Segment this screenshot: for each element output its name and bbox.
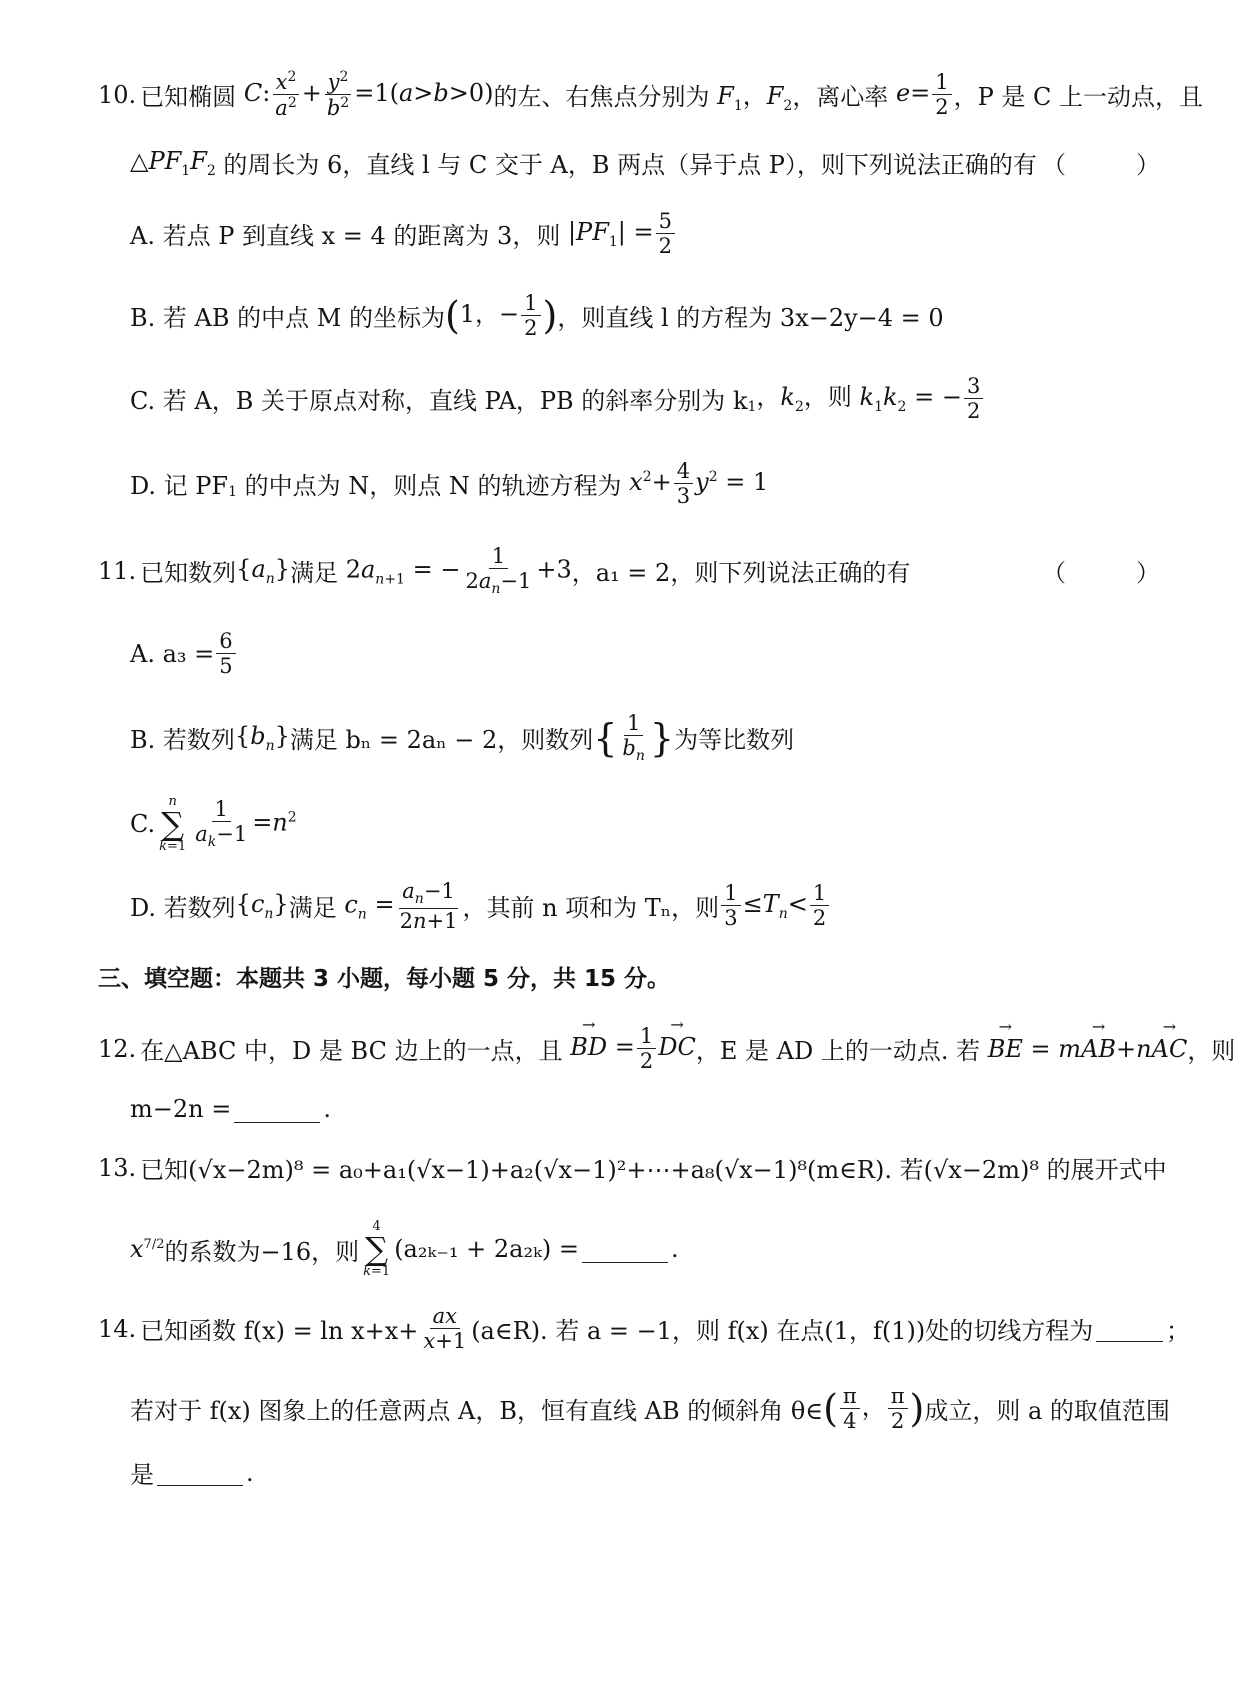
q14-stem-2: (a∈R). 若 a = −1，则 f(x) 在点(1，f(1))处的切线方程为: [471, 1317, 1094, 1346]
q12-stem-2: ，E 是 AD 上的一动点. 若: [695, 1037, 981, 1066]
q14-line-3: [130, 1455, 1190, 1490]
question-number: 11.: [98, 556, 137, 585]
ellipse-equation: C: $\frac{x^2}{a^2}$ + $\frac{y^2}{b^2}$ =1(a>b>0): [243, 69, 494, 121]
sequence-c: $\{c_n\}$: [235, 890, 289, 922]
q13-stem-3: (a₂ₖ₋₁ + 2a₂ₖ) =: [394, 1235, 579, 1263]
q11-option-a: [130, 630, 1190, 677]
q11-option-d-text-2: 满足: [288, 894, 337, 923]
q10-option-d: [130, 460, 1190, 507]
q11-option-b-text-3: 为等比数列: [674, 726, 795, 755]
q10-option-b: [130, 292, 1190, 339]
q10-option-b-text-1: B. 若 AB 的中点 M 的坐标为: [130, 304, 445, 333]
q11-option-d-text-3: ，其前 n 项和为 Tₙ，则: [462, 894, 720, 923]
q14-stem-1: 已知函数 f(x) = ln x+x+: [140, 1317, 419, 1346]
q14-stem-5: 是: [130, 1461, 154, 1489]
q10-stem-1: 已知椭圆: [140, 83, 237, 112]
q14-line-1: [98, 1305, 1190, 1352]
q10-option-d-text-1: D. 记 PF: [130, 472, 229, 501]
answer-blank[interactable]: [1096, 1315, 1163, 1342]
sequence-b: $\{b_n\}$: [234, 722, 290, 754]
q11-option-c: [130, 795, 1190, 853]
q10-stem-5: 的周长为 6，直线 l 与 C 交于 A，B 两点（异于点 P），则下列说法正确的有: [223, 151, 1037, 179]
vector-be: → BE = m→ AB+n→ AC: [980, 1035, 1187, 1063]
q10-option-d-sub: 1: [228, 483, 237, 500]
q10-stem-4: ，P 是 C 上一动点，且: [953, 83, 1204, 112]
question-number: 12.: [98, 1034, 137, 1063]
q11-stem-3: ，a₁ = 2，则下列说法正确的有: [571, 559, 911, 588]
answer-blank[interactable]: [157, 1459, 243, 1486]
answer-parentheses: （ ）: [1042, 559, 1160, 588]
function-fraction: $\frac{ax}{x+1}$: [423, 1304, 467, 1354]
q14-stem-3: 若对于 f(x) 图象上的任意两点 A，B，恒有直线 AB 的倾斜角 θ∈: [130, 1397, 824, 1426]
q10-option-d-text-2: 的中点为 N，则点 N 的轨迹方程为: [244, 472, 622, 501]
q11-stem-1: 已知数列: [140, 559, 237, 588]
eccentricity: e= $\frac{1}{2}$: [888, 71, 953, 118]
question-number: 14.: [98, 1314, 137, 1343]
question-number: 13.: [98, 1153, 137, 1182]
sequence-a: $\{a_n\}$: [236, 555, 291, 587]
q13-line-1: [98, 1150, 1190, 1185]
q14-line-2: [130, 1385, 1190, 1432]
q11-option-c-math: n ∑ k=1 $\frac{1}{a_k-1}$ $=n^2$: [159, 794, 297, 854]
q11-option-d: [130, 880, 1190, 932]
period: .: [246, 1458, 254, 1487]
q11-option-a-text: A. a₃ =: [130, 639, 215, 668]
q10-option-a-text: A. 若点 P 到直线 x = 4 的距离为 3，则: [130, 222, 561, 251]
q11-option-b-text-2: 满足 bₙ = 2aₙ − 2，则数列: [289, 726, 594, 755]
answer-blank[interactable]: [234, 1096, 320, 1123]
q11-option-c-text: C.: [130, 810, 156, 838]
q10-stem-3: ，离心率: [792, 83, 889, 112]
q11-option-d-text-1: D. 若数列: [130, 894, 236, 923]
period: .: [323, 1095, 331, 1123]
foci-label: $F_1$，$F_2$: [717, 81, 793, 114]
q11-option-b: [130, 712, 1190, 764]
period: .: [670, 1235, 679, 1263]
t-inequality: $\frac{1}{3}$ $\le T_n<$ $\frac{1}{2}$: [719, 882, 831, 929]
locus-equation: $x^2+$ $\frac{4}{3}$ $y^2 = 1$: [629, 459, 769, 509]
midpoint-coordinates: (1，− $\frac{1}{2}$ ): [444, 291, 558, 341]
q10-option-a-math: $|PF_1|$ = $\frac{5}{2}$: [560, 210, 677, 257]
recurrence: $2a_{n+1}$ = − $\frac{1}{2a_n-1}$ +3: [338, 544, 572, 598]
q12-line-2: [130, 1095, 1190, 1123]
question-number: 10.: [98, 80, 137, 109]
c-formula: $c_n$ = $\frac{a_n-1}{2n+1}$: [344, 879, 458, 933]
q10-stem-2: 的左、右焦点分别为: [493, 83, 710, 112]
vector-bd-dc: → BD = $\frac{1}{2}$ → DC: [563, 1025, 696, 1072]
q10-option-c-text: C. 若 A，B 关于原点对称，直线 PA，PB 的斜率分别为 k: [130, 387, 748, 416]
q14-stem-4: 成立，则 a 的取值范围: [924, 1397, 1170, 1426]
q10-option-c: [130, 375, 1190, 422]
q10-line-1: [98, 69, 1204, 121]
q10-option-a: [130, 210, 1190, 257]
q11-option-a-math: $\frac{6}{5}$: [214, 630, 237, 677]
x-power: $x^{7/2}$: [130, 1235, 165, 1263]
triangle-label: $\triangle PF_1F_2$: [130, 146, 216, 179]
q12-stem-1: 在△ABC 中，D 是 BC 边上的一点，且: [140, 1037, 563, 1066]
angle-interval: ( $\frac{\pi}{4}$ ， $\frac{\pi}{2}$ ): [823, 1384, 925, 1434]
q11-line-1: [98, 545, 1190, 597]
q10-option-b-text-2: ，则直线 l 的方程为 3x−2y−4 = 0: [557, 304, 944, 333]
semicolon: ；: [1166, 1317, 1190, 1346]
reciprocal-sequence: { $\frac{1}{b_n}$ }: [593, 711, 675, 765]
q13-stem-1: 已知(√x−2m)⁸ = a₀+a₁(√x−1)+a₂(√x−1)²+⋯+a₈(√x−1)⁸(m∈R). 若(√x−2m)⁸ 的展开式中: [140, 1156, 1167, 1184]
q12-stem-3: ，则: [1187, 1037, 1235, 1066]
answer-blank[interactable]: [582, 1236, 668, 1263]
answer-parentheses: （ ）: [1042, 151, 1160, 179]
q12-line-1: [98, 1024, 1235, 1074]
q11-option-b-text-1: B. 若数列: [130, 726, 235, 755]
q11-stem-2: 满足: [290, 559, 339, 588]
section-heading: 三、填空题：本题共 3 小题，每小题 5 分，共 15 分。: [98, 966, 671, 992]
q12-stem-4: m−2n =: [130, 1095, 232, 1123]
q13-stem-2: 的系数为−16，则: [164, 1237, 360, 1266]
q10-line-2: [130, 145, 1190, 180]
q10-option-c-math: $_1$，$k_2$，则 $k_1k_2$ = − $\frac{3}{2}$: [747, 375, 985, 422]
q13-line-2: [130, 1220, 1190, 1278]
q13-sum: 4 ∑ k=1: [363, 1219, 391, 1279]
